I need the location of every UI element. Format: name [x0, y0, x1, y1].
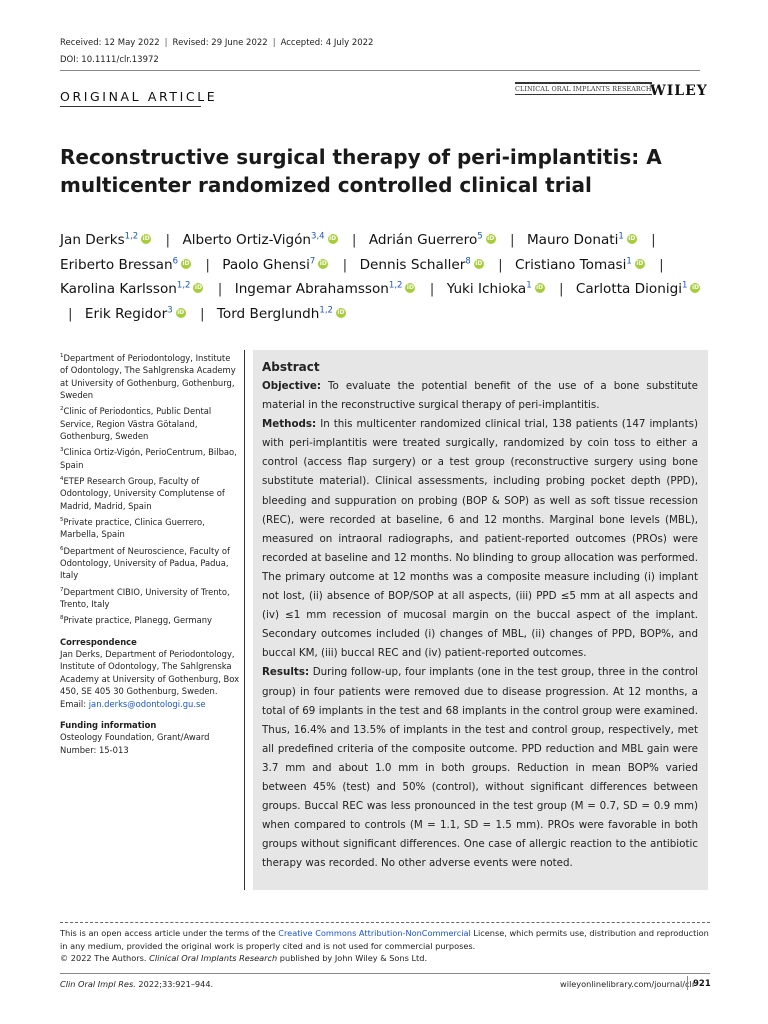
orcid-icon[interactable]: iD: [319, 259, 327, 267]
column-divider: [244, 350, 245, 890]
license-text: [60, 927, 710, 952]
author-separator: |: [651, 232, 656, 248]
orcid-icon[interactable]: iD: [337, 308, 345, 316]
affiliation: [60, 543, 240, 582]
author-list: [60, 228, 720, 326]
author: [515, 257, 647, 273]
author-name[interactable]: Alberto Ortiz-Vigón: [182, 232, 312, 248]
author-affiliation-number[interactable]: 1: [626, 255, 632, 266]
funding-heading: Funding information: [60, 719, 157, 730]
orcid-icon[interactable]: iD: [636, 259, 644, 267]
affiliation: [60, 514, 240, 541]
publisher-logo: WILEY: [650, 83, 708, 99]
author-name[interactable]: Paolo Ghensi: [222, 256, 310, 273]
orcid-icon[interactable]: iD: [536, 284, 544, 291]
license-link[interactable]: Creative Commons Attribution-NonCommercial: [278, 928, 471, 938]
author-name[interactable]: Jan Derks: [60, 232, 125, 248]
author-affiliation-number[interactable]: 1,2: [319, 304, 333, 315]
header-rule: [60, 70, 700, 71]
author: [217, 306, 348, 322]
correspondence-text: [60, 648, 240, 710]
affiliation-number: 4: [60, 476, 64, 483]
affiliation-text: Private practice, Planegg, Germany: [63, 615, 212, 626]
article-type: ORIGINAL ARTICLE: [60, 89, 218, 104]
affiliation-list: [60, 350, 240, 627]
author-affiliation-number[interactable]: 1,2: [388, 280, 403, 291]
author-separator: |: [429, 281, 435, 297]
author: [360, 257, 486, 273]
orcid-icon[interactable]: iD: [194, 284, 202, 291]
abstract-heading: Abstract: [262, 360, 320, 374]
affiliation-text: Clinic of Periodontics, Public Dental Service, Region Västra Götaland, Gothenburg, Sweden: [60, 406, 212, 442]
received-date: Received: 12 May 2022: [60, 38, 160, 48]
author-name[interactable]: Ingemar Abrahamsson: [234, 281, 389, 297]
author-separator: |: [205, 256, 210, 273]
footer-rule: [60, 973, 710, 974]
footer-dashed-rule: [60, 922, 710, 923]
affiliation: [60, 350, 240, 401]
author: [369, 232, 498, 248]
affiliation-text: Department of Periodontology, Institute of Odontology, The Sahlgrenska Academy at University of Gothenburg, Gothenburg, Sweden: [60, 352, 236, 401]
page-number: 921: [693, 979, 711, 989]
author: [222, 257, 330, 273]
author: [60, 257, 193, 273]
author-affiliation-number[interactable]: 1,2: [124, 231, 139, 242]
abstract-methods: [262, 415, 698, 663]
affiliation-text: Department of Neuroscience, Faculty of Odontology, University of Padua, Padua, Italy: [60, 545, 230, 581]
orcid-icon[interactable]: iD: [177, 308, 185, 316]
author-name[interactable]: Dennis Schaller: [359, 256, 466, 273]
author-separator: |: [498, 256, 503, 273]
abstract-results: [262, 663, 698, 873]
author-separator: |: [217, 281, 223, 297]
affiliation-text: Department CIBIO, University of Trento, Trento, Italy: [60, 586, 230, 609]
orcid-icon[interactable]: iD: [691, 284, 699, 291]
copyright-suffix: published by John Wiley & Sons Ltd.: [277, 953, 428, 964]
author-name[interactable]: Tord Berglundh: [216, 305, 320, 322]
methods-label: Methods:: [262, 418, 317, 431]
affiliation-number: 3: [60, 447, 64, 454]
orcid-icon[interactable]: iD: [406, 284, 414, 291]
copyright-journal: Clinical Oral Implants Research: [149, 953, 278, 964]
funding-text: Osteology Foundation, Grant/Award Number: 15-013: [60, 732, 210, 755]
author: [60, 281, 205, 297]
license-suffix: License, which permits use, distribution and reproduction in any medium, provided the original work is properly cited and is not used for commercial purposes.: [60, 928, 709, 951]
correspondence-heading: Correspondence: [60, 636, 137, 647]
author-name[interactable]: Karolina Karlsson: [60, 281, 177, 297]
affiliation-number: 6: [60, 545, 64, 552]
copyright-prefix: © 2022 The Authors.: [60, 953, 150, 964]
affiliation: [60, 584, 240, 611]
affiliation-number: 8: [60, 615, 64, 622]
orcid-icon[interactable]: iD: [142, 235, 150, 242]
affiliations-column: [60, 350, 240, 756]
author-separator: |: [351, 232, 357, 248]
author: [576, 281, 703, 297]
author-affiliation-number[interactable]: 1,2: [176, 280, 191, 291]
objective-text: To evaluate the potential benefit of the use of a bone substitute material in the reconstructive surgical therapy of peri-implantitis.: [262, 380, 698, 412]
affiliation-text: Private practice, Clinica Guerrero, Marbella, Spain: [60, 516, 205, 540]
article-title: Reconstructive surgical therapy of peri-implantitis: A multicenter randomized controlled clinical trial: [60, 145, 662, 197]
orcid-icon[interactable]: iD: [475, 259, 483, 267]
citation-journal: Clin Oral Impl Res.: [60, 979, 136, 989]
author: [85, 306, 188, 322]
author-name[interactable]: Carlotta Dionigi: [575, 281, 683, 297]
orcid-icon[interactable]: iD: [628, 235, 636, 242]
author-separator: |: [510, 232, 515, 248]
author-separator: |: [659, 256, 664, 273]
page-number-divider: [687, 976, 688, 990]
citation-volume: 2022;33:921–944.: [135, 979, 214, 989]
orcid-icon[interactable]: iD: [487, 235, 495, 242]
history-dates: Received: 12 May 2022 | Revised: 29 June 2022 | Accepted: 4 July 2022: [60, 38, 374, 48]
affiliation-number: 5: [60, 517, 64, 524]
author-separator: |: [165, 232, 171, 248]
author-name[interactable]: Yuki Ichioka: [446, 281, 527, 297]
affiliation: [60, 444, 240, 471]
author-affiliation-number[interactable]: 6: [172, 255, 179, 266]
journal-website[interactable]: wileyonlinelibrary.com/journal/clr: [560, 979, 696, 989]
email-link[interactable]: jan.derks@odontologi.gu.se: [88, 698, 206, 709]
author-affiliation-number[interactable]: 3,4: [311, 231, 325, 242]
affiliation-number: 7: [60, 586, 64, 593]
affiliation-text: ETEP Research Group, Faculty of Odontology, University Complutense of Madrid, Madrid, Spain: [60, 475, 225, 511]
author-separator: |: [342, 256, 348, 273]
objective-label: Objective:: [262, 380, 322, 392]
email-label: Email:: [60, 698, 89, 709]
accepted-date: Accepted: 4 July 2022: [280, 38, 374, 48]
abstract-box: [253, 350, 708, 890]
author: [235, 281, 418, 297]
results-text: During follow-up, four implants (one in the test group, three in the control group) in four patients were removed due to disease progression. At 12 months, a total of 69 implants in the test and 68 implants in the control group were examined. Thus, 16.4% and 13.5% of implants in the test and control group, respectively, met all predefined criteria of the composite outcome. PPD reduction and MBL gain were 3.7 mm and about 1.0 mm in both groups. Reduction in mean BOP% varied between 45% (test) and 50% (control), without significant differences between groups. Buccal REC was less pronounced in the test group (M = 0.7, SD = 0.9 mm) when compared to controls (M = 1.1, SD = 1.5 mm). PROs were favorable in both groups without significant differences. One case of allergic reaction to the antibiotic therapy was recorded. No other adverse events were noted.: [262, 666, 698, 870]
author-name[interactable]: Adrián Guerrero: [368, 232, 478, 248]
article-type-underline: [60, 106, 201, 107]
author-affiliation-number[interactable]: 3: [167, 304, 173, 315]
affiliation: [60, 403, 240, 442]
affiliation-number: 1: [60, 353, 64, 359]
author-affiliation-number[interactable]: 1: [682, 280, 688, 291]
abstract-objective: [262, 377, 698, 415]
author-affiliation-number[interactable]: 1: [526, 280, 532, 291]
author: [182, 232, 339, 248]
orcid-icon[interactable]: iD: [329, 235, 337, 242]
affiliation-text: Clinica Ortiz-Vigón, PerioCentrum, Bilbao, Spain: [60, 447, 237, 470]
author: [60, 232, 153, 248]
affiliation-number: 2: [60, 406, 64, 413]
journal-logo: CLINICAL ORAL IMPLANTS RESEARCH: [515, 82, 652, 95]
author-affiliation-number[interactable]: 1: [618, 231, 624, 242]
author: [527, 232, 639, 248]
author-name[interactable]: Erik Regidor: [84, 305, 168, 322]
citation: [60, 979, 213, 989]
author: [447, 281, 547, 297]
license-prefix: This is an open access article under the terms of the: [60, 928, 279, 938]
orcid-icon[interactable]: iD: [182, 259, 190, 267]
doi[interactable]: DOI: 10.1111/clr.13972: [60, 55, 159, 65]
affiliation: [60, 612, 240, 626]
results-label: Results:: [262, 666, 310, 679]
author-name[interactable]: Eriberto Bressan: [60, 256, 173, 273]
author-separator: |: [199, 305, 205, 322]
author-name[interactable]: Mauro Donati: [526, 232, 619, 248]
author-name[interactable]: Cristiano Tomasi: [515, 256, 627, 273]
correspondence-address: Jan Derks, Department of Periodontology, Institute of Odontology, The Sahlgrenska Academy at University of Gothenburg, Box 450, SE 405 30 Gothenburg, Sweden.: [60, 648, 240, 697]
author-separator: |: [558, 281, 564, 297]
license-notice: [60, 927, 710, 965]
author-affiliation-number[interactable]: 8: [465, 255, 471, 266]
author-affiliation-number[interactable]: 5: [477, 231, 483, 242]
affiliation: [60, 473, 240, 512]
methods-text: In this multicenter randomized clinical trial, 138 patients (147 implants) with peri-implantitis were treated surgically, randomized by coin toss to either a control (access flap surgery) or a test group (reconstructive surgery using bone substitute material). Clinical assessments, including probing pocket depth (PPD), bleeding and suppuration on probing (BOP & SOP) as well as soft tissue recession (REC), were recorded at baseline, 6 and 12 months. Marginal bone levels (MBL), measured on intraoral radiographs, and patient-reported outcomes (PROs) were recorded at baseline and 12 months. No blinding to group allocation was performed. The primary outcome at 12 months was a composite measure including (i) implant not lost, (ii) absence of BOP/SOP at all aspects, (iii) PPD ≤5 mm at all aspects and (iv) ≤1 mm recession of mucosal margin on the buccal aspect of the implant. Secondary outcomes included (i) changes of MBL, (ii) changes of PPD, BOP%, and buccal KM, (iii) buccal REC and (iv) patient-reported outcomes.: [262, 418, 698, 660]
author-affiliation-number[interactable]: 7: [309, 255, 316, 266]
copyright-text: [60, 952, 710, 965]
author-separator: |: [68, 305, 73, 322]
revised-date: Revised: 29 June 2022: [172, 38, 268, 48]
